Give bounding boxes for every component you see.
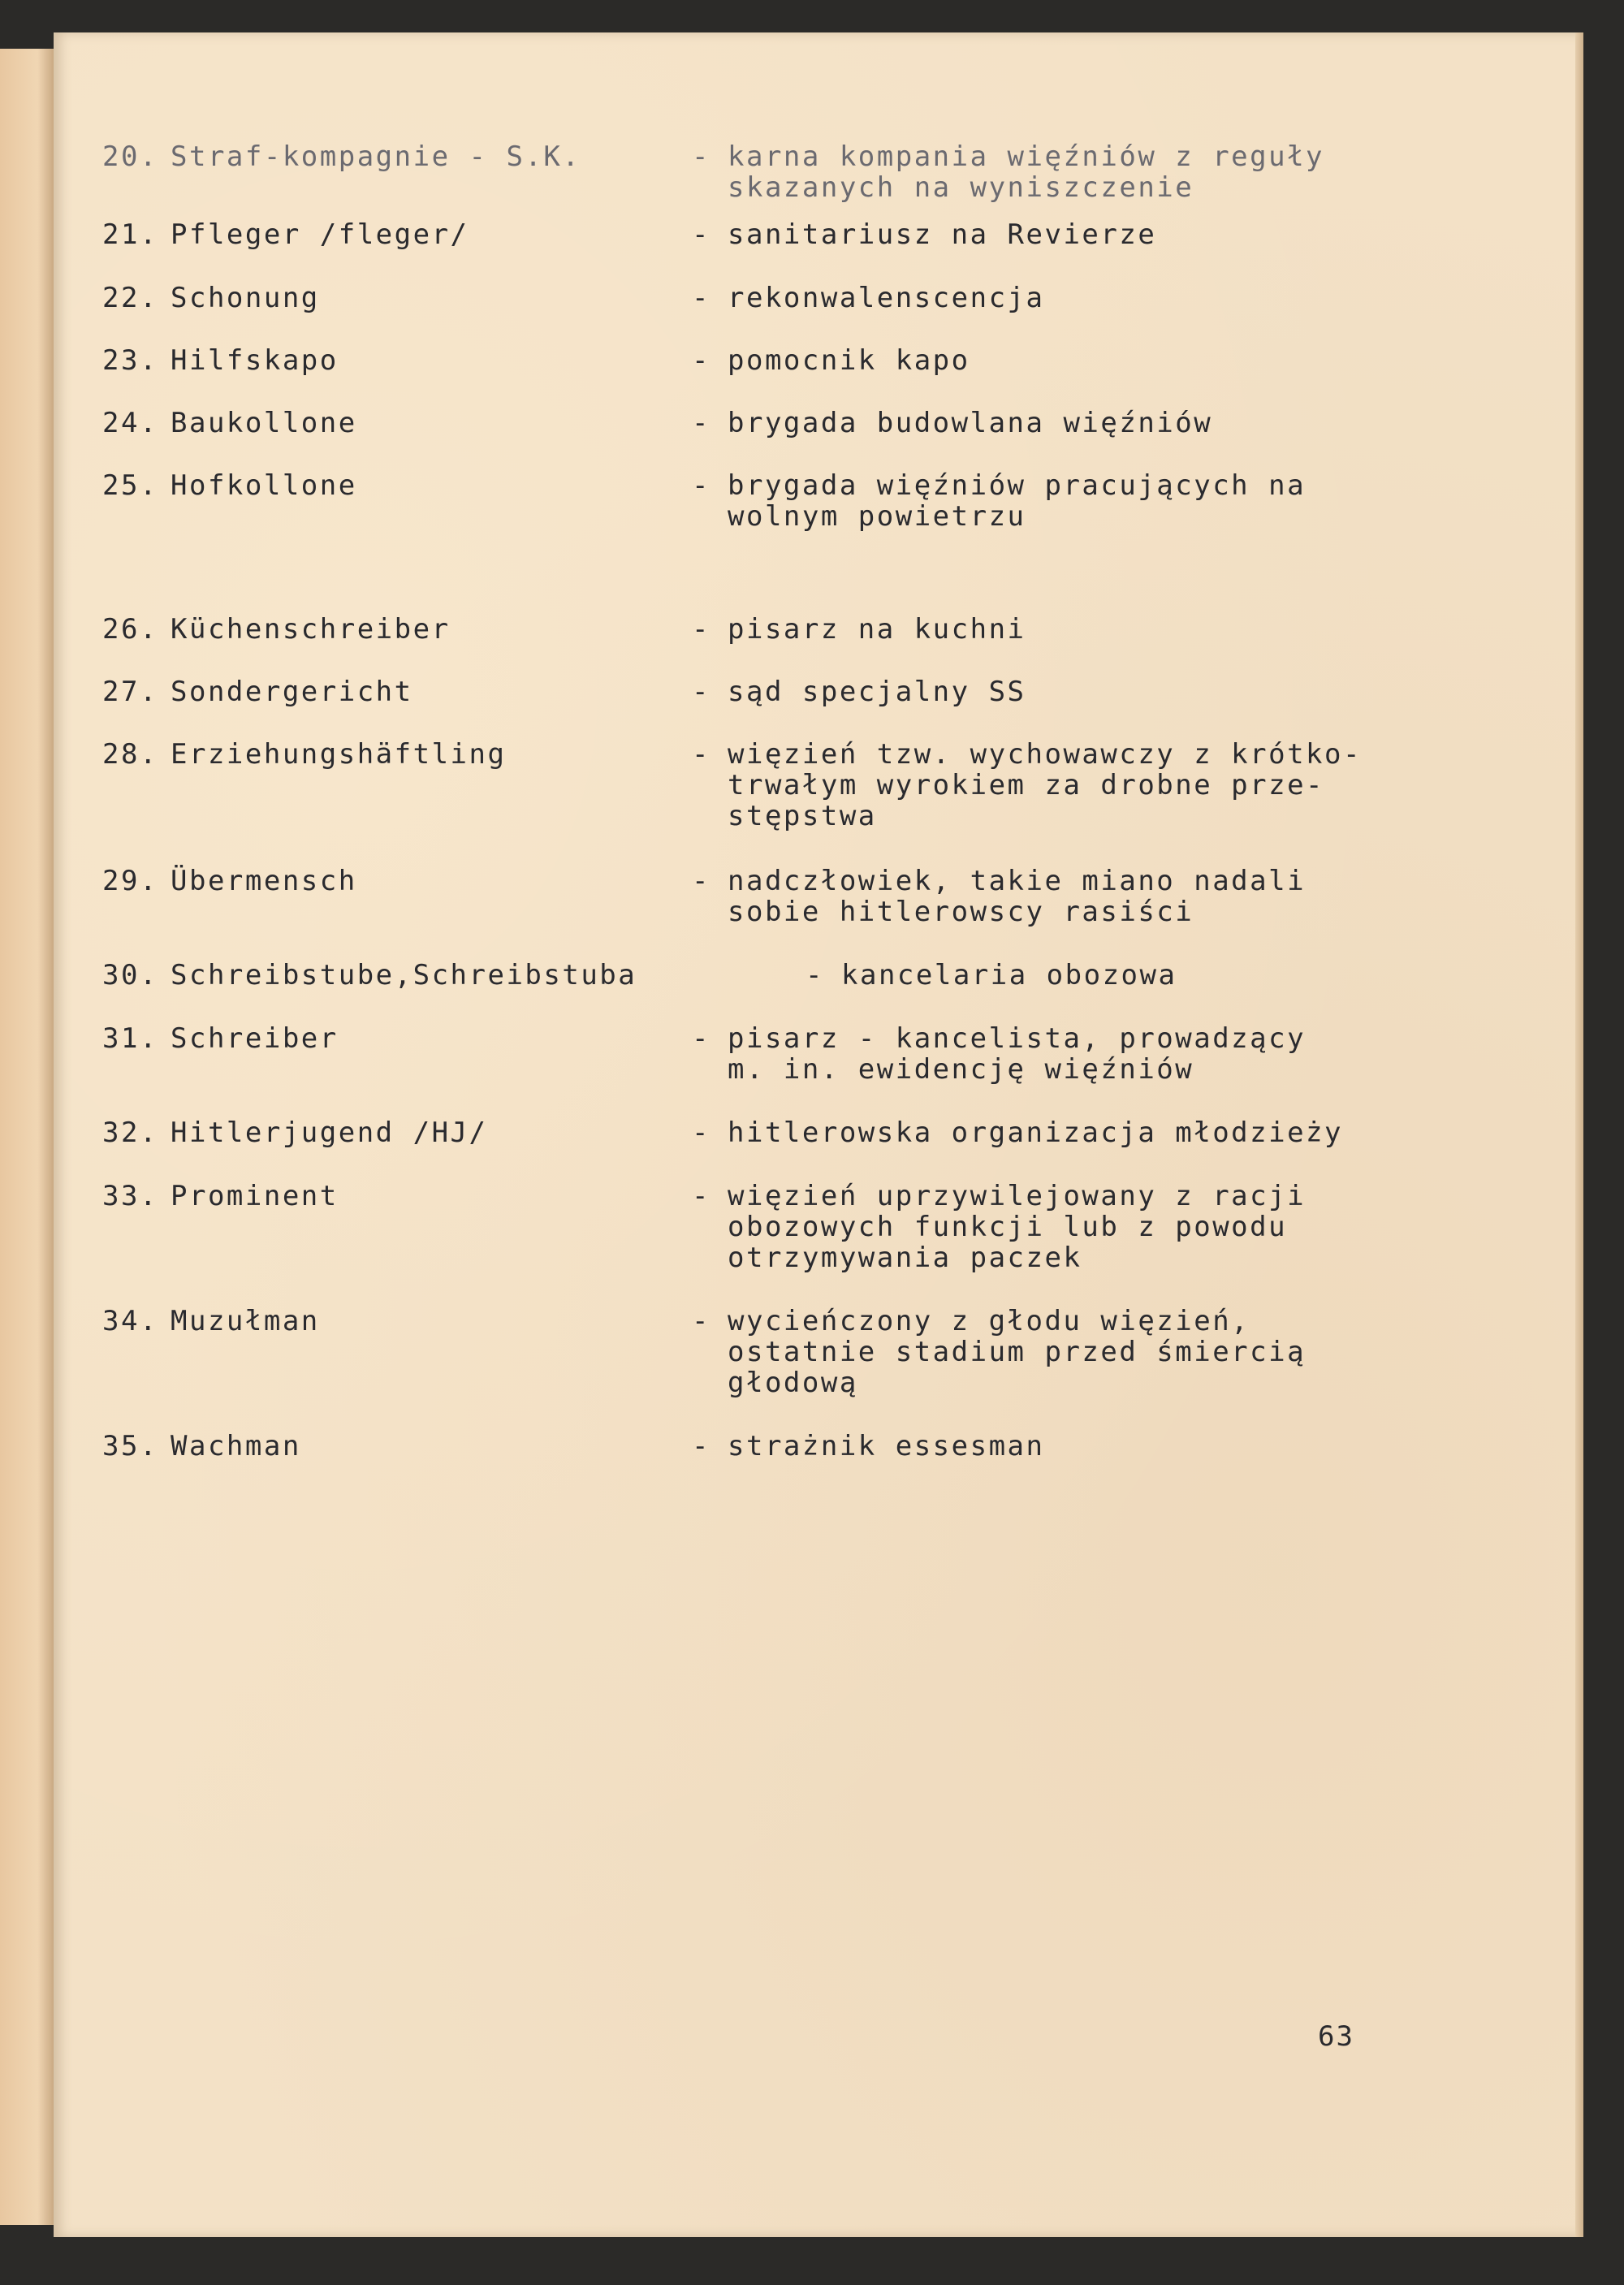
- entry-number: 22.: [102, 282, 158, 314]
- entry-dash: -: [692, 865, 710, 897]
- entry-dash: -: [692, 676, 710, 708]
- entry-definition: brygada więźniów pracujących na wolnym powietrzu: [728, 469, 1307, 533]
- entry-dash: -: [692, 1180, 710, 1212]
- entry-number: 30.: [102, 959, 158, 991]
- entry-term: Baukollone: [171, 407, 357, 439]
- entry-definition: brygada budowlana więźniów: [728, 407, 1213, 439]
- entry-definition: więzień uprzywilejowany z racji obozowych funkcji lub z powodu otrzymywania paczek: [728, 1180, 1307, 1274]
- entry-number: 25.: [102, 469, 158, 502]
- entry-term: Übermensch: [171, 865, 357, 897]
- entry-dash: -: [692, 1022, 710, 1055]
- entry-number: 23.: [102, 344, 158, 377]
- entry-term: Pfleger /fleger/: [171, 218, 469, 251]
- entry-term: Prominent: [171, 1180, 339, 1212]
- previous-page-edge: [0, 49, 55, 2225]
- entry-term: Schreiber: [171, 1022, 339, 1055]
- entry-dash: -: [692, 282, 710, 314]
- entry-term: Muzułman: [171, 1305, 320, 1337]
- entry-number: 20.: [102, 140, 158, 173]
- entry-number: 31.: [102, 1022, 158, 1055]
- entry-definition: nadczłowiek, takie miano nadali sobie hitlerowscy rasiści: [728, 865, 1307, 928]
- entry-term: Erziehungshäftling: [171, 738, 507, 771]
- entry-dash: -: [692, 469, 710, 502]
- entry-definition: sanitariusz na Revierze: [728, 218, 1157, 251]
- entry-definition: pisarz - kancelista, prowadzący m. in. ewidencję więźniów: [728, 1022, 1307, 1086]
- entry-dash: -: [692, 218, 710, 251]
- entry-definition: hitlerowska organizacja młodzieży: [728, 1117, 1344, 1149]
- entry-number: 24.: [102, 407, 158, 439]
- page-edge-shadow: [1575, 32, 1583, 2237]
- entry-definition: pomocnik kapo: [728, 344, 970, 377]
- entry-definition: karna kompania więźniów z reguły skazanych na wyniszczenie: [728, 140, 1325, 204]
- entry-number: 33.: [102, 1180, 158, 1212]
- entry-definition: strażnik essesman: [728, 1430, 1045, 1462]
- entry-term: Schonung: [171, 282, 320, 314]
- entry-dash: -: [692, 407, 710, 439]
- entry-number: 28.: [102, 738, 158, 771]
- entry-definition: rekonwalenscencja: [728, 282, 1045, 314]
- entry-number: 34.: [102, 1305, 158, 1337]
- entry-dash: -: [692, 1117, 710, 1149]
- entry-number: 26.: [102, 613, 158, 646]
- entry-term: Hofkollone: [171, 469, 357, 502]
- entry-term: Hitlerjugend /HJ/: [171, 1117, 488, 1149]
- entry-term: Straf-kompagnie - S.K.: [171, 140, 581, 173]
- entry-number: 29.: [102, 865, 158, 897]
- entry-definition: kancelaria obozowa: [841, 959, 1177, 991]
- entry-number: 32.: [102, 1117, 158, 1149]
- entry-term: Wachman: [171, 1430, 301, 1462]
- entry-term: Sondergericht: [171, 676, 413, 708]
- entry-dash: -: [692, 613, 710, 646]
- entry-dash: -: [692, 140, 710, 173]
- entry-dash: -: [806, 959, 824, 991]
- entry-dash: -: [692, 738, 710, 771]
- entry-term: Schreibstube,Schreibstuba: [171, 959, 637, 991]
- entry-dash: -: [692, 344, 710, 377]
- entry-definition: więzień tzw. wychowawczy z krótko- trwałym wyrokiem za drobne prze- stępstwa: [728, 738, 1362, 832]
- entry-definition: sąd specjalny SS: [728, 676, 1026, 708]
- entry-definition: pisarz na kuchni: [728, 613, 1026, 646]
- entry-number: 27.: [102, 676, 158, 708]
- entry-term: Küchenschreiber: [171, 613, 451, 646]
- entry-number: 21.: [102, 218, 158, 251]
- entry-dash: -: [692, 1430, 710, 1462]
- entry-dash: -: [692, 1305, 710, 1337]
- entry-term: Hilfskapo: [171, 344, 339, 377]
- entry-number: 35.: [102, 1430, 158, 1462]
- entry-definition: wycieńczony z głodu więzień, ostatnie stadium przed śmiercią głodową: [728, 1305, 1307, 1399]
- page-number: 63: [1318, 2020, 1354, 2053]
